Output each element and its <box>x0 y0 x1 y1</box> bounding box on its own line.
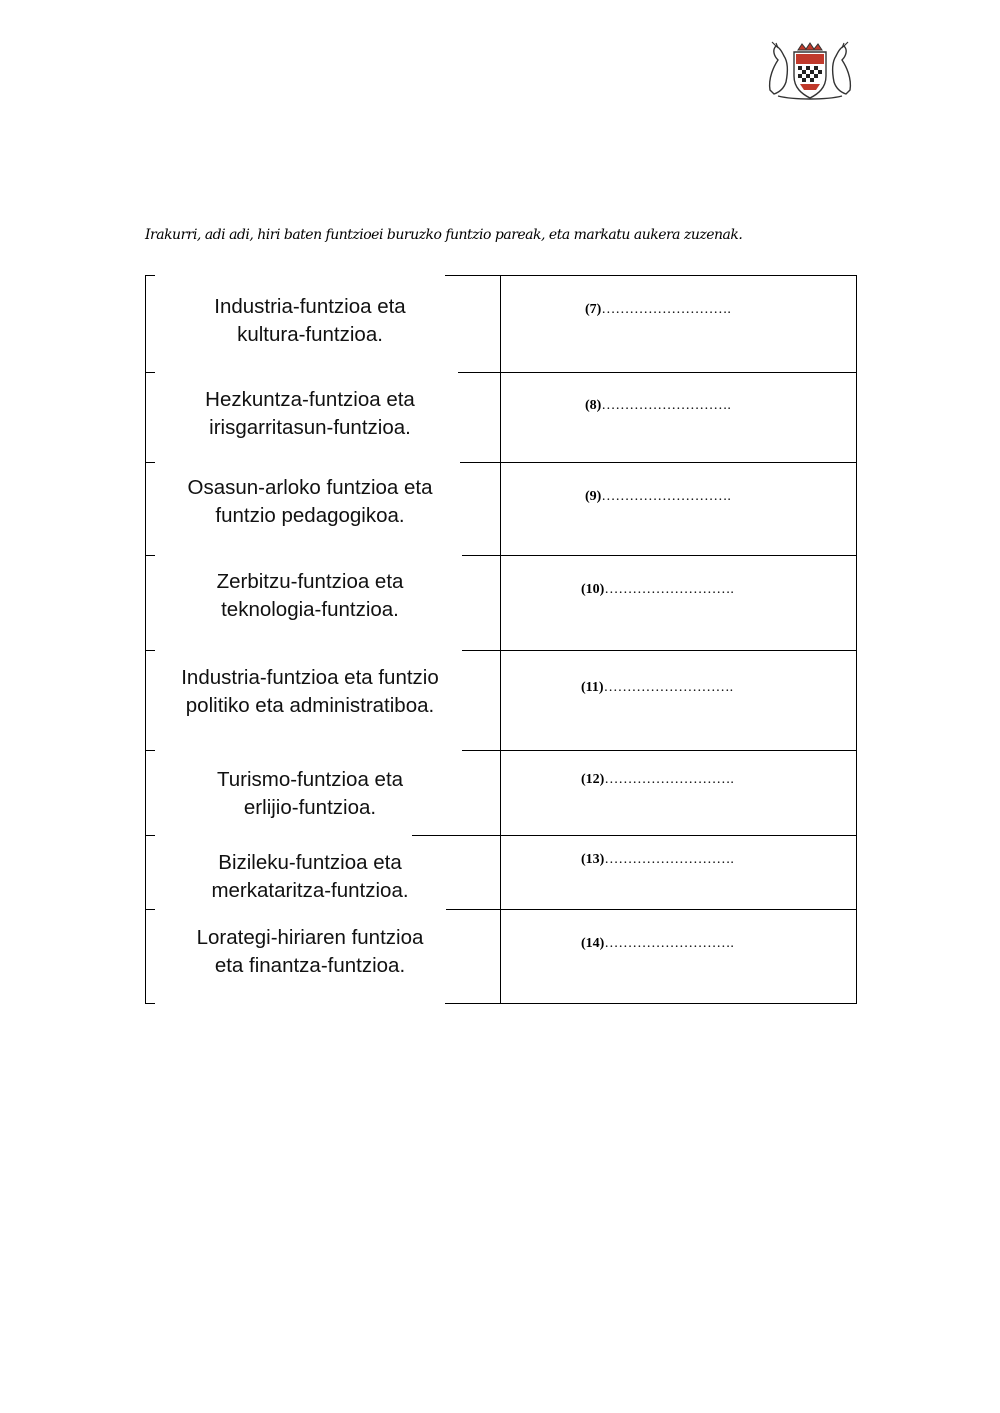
answer-dots: ………………………. <box>603 680 734 695</box>
pair-label-line2: funtzio pedagogikoa. <box>215 504 405 527</box>
pair-label <box>145 293 475 349</box>
answer-number: (7) <box>585 302 602 317</box>
answer-number: (12) <box>581 772 605 787</box>
pair-label <box>145 386 475 442</box>
answer-dots: ………………………. <box>604 852 734 867</box>
row-separator <box>446 909 857 910</box>
pair-label-line1: Hezkuntza-funtzioa eta <box>205 388 415 411</box>
pair-label-line1: Lorategi-hiriaren funtzioa <box>196 926 424 949</box>
answer-dots: ………………………. <box>604 936 734 951</box>
answer-blank[interactable] <box>585 398 731 414</box>
answer-blank[interactable] <box>581 852 734 868</box>
pair-label <box>145 474 475 530</box>
crest-logo <box>764 40 856 102</box>
row-tick <box>145 1003 155 1004</box>
table-divider <box>500 275 501 1004</box>
pair-label-line1: Industria-funtzioa eta funtzio <box>181 666 439 689</box>
pair-label <box>145 849 475 905</box>
instruction-text: Irakurri, adi adi, hiri baten funtzioei buruzko funtzio pareak, eta markatu aukera zuzenak. <box>145 227 743 243</box>
pair-label-line1: Zerbitzu-funtzioa eta <box>216 570 404 593</box>
answer-number: (13) <box>581 852 605 867</box>
pair-label-line1: Industria-funtzioa eta <box>214 295 406 318</box>
pair-label-line2: politiko eta administratiboa. <box>185 694 435 717</box>
answer-blank[interactable] <box>585 302 731 318</box>
pair-label-line1: Osasun-arloko funtzioa eta <box>187 476 433 499</box>
answer-number: (8) <box>585 398 602 413</box>
pair-label-line1: Turismo-funtzioa eta <box>216 768 404 791</box>
pair-label <box>145 664 475 720</box>
answer-number: (9) <box>585 489 602 504</box>
pair-label <box>145 924 475 980</box>
row-separator-left <box>145 835 155 836</box>
row-separator-left <box>145 372 155 373</box>
pair-label-line2: kultura-funtzioa. <box>237 323 383 346</box>
row-separator <box>458 372 857 373</box>
answer-dots: ………………………. <box>601 398 731 413</box>
row-separator <box>462 555 857 556</box>
table-border-right <box>856 275 857 1004</box>
answer-blank[interactable] <box>581 936 734 952</box>
row-separator-left <box>145 555 155 556</box>
row-separator <box>412 835 857 836</box>
row-separator-left <box>145 462 155 463</box>
answer-dots: ………………………. <box>601 489 731 504</box>
answer-dots: ………………………. <box>604 772 734 787</box>
pair-label-line2: irisgarritasun-funtzioa. <box>209 416 411 439</box>
table-border-top <box>445 275 857 276</box>
answer-blank[interactable] <box>581 772 734 788</box>
answer-number: (11) <box>581 680 604 695</box>
pair-label-line2: teknologia-funtzioa. <box>221 598 399 621</box>
row-separator-left <box>145 650 155 651</box>
pair-label-line2: merkataritza-funtzioa. <box>211 879 409 902</box>
answer-blank[interactable] <box>581 680 733 696</box>
answer-blank[interactable] <box>585 489 731 505</box>
row-separator <box>462 750 857 751</box>
pair-label <box>145 568 475 624</box>
pair-label-line2: eta finantza-funtzioa. <box>214 954 406 977</box>
row-separator <box>462 650 857 651</box>
answer-dots: ………………………. <box>601 302 731 317</box>
table-border-bottom <box>445 1003 857 1004</box>
row-tick <box>145 275 155 276</box>
answer-blank[interactable] <box>581 582 734 598</box>
row-separator-left <box>145 750 155 751</box>
row-separator-left <box>145 909 155 910</box>
answer-number: (14) <box>581 936 605 951</box>
pair-label-line2: erlijio-funtzioa. <box>243 796 377 819</box>
pair-label-line1: Bizileku-funtzioa eta <box>218 851 402 874</box>
answer-number: (10) <box>581 582 605 597</box>
row-separator <box>460 462 857 463</box>
pair-label <box>145 766 475 822</box>
answer-dots: ………………………. <box>604 582 734 597</box>
